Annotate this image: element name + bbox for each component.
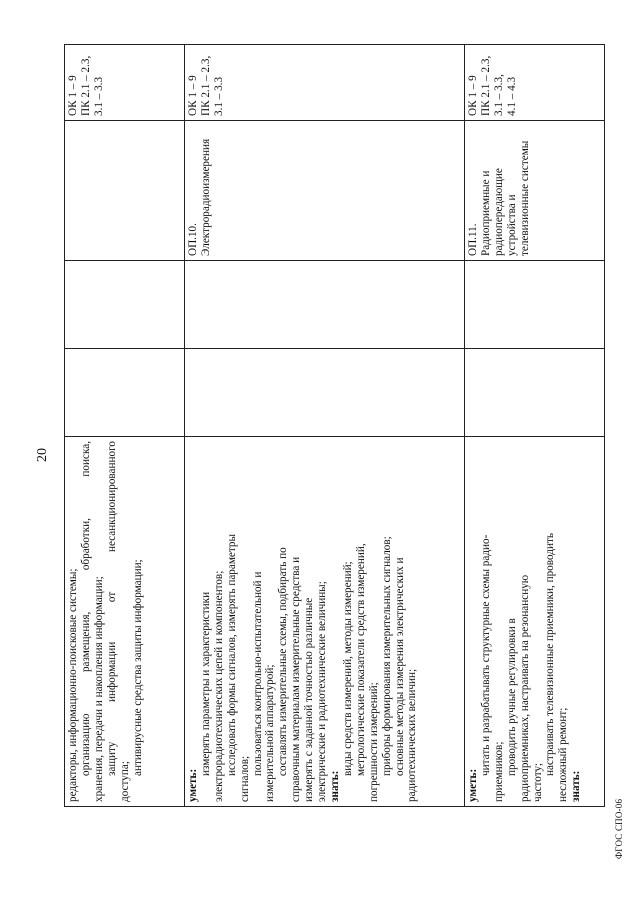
text-line: виды средств измерений, методы измерений; <box>341 561 354 776</box>
discipline-code: ОП.10. <box>187 223 199 256</box>
text-line: радиотехнических величин; <box>406 668 419 802</box>
competency-line: 3.1 – 3.3 <box>92 76 105 116</box>
skills-knowledge-cell <box>185 437 465 807</box>
text-line: частоту; <box>531 762 544 802</box>
text-line: настраивать телевизионные приемники, проводить <box>544 533 557 776</box>
competency-line: 3.1 – 3.3, <box>492 74 505 116</box>
text-line: электрические и радиотехнические величины; <box>316 581 329 802</box>
competency-line: 3.1 – 3.3 <box>212 76 225 116</box>
text-line: измерять параметры и характеристики <box>199 591 212 776</box>
text-line: антивирусные средства защиты информации; <box>131 559 144 776</box>
skills-heading: уметь: <box>187 768 199 802</box>
discipline-name: Радиоприемные и радиопередающие устройства и телевизионные системы <box>479 140 531 256</box>
text-line: радиоприемниках, настраивать на резонансную <box>518 574 531 802</box>
competency-cell <box>65 45 185 121</box>
text-line: читать и разрабатывать структурные схемы радио- <box>479 534 492 776</box>
table-row <box>185 45 465 807</box>
knowledge-cell <box>65 437 185 807</box>
knowledge-heading: знать: <box>328 770 341 802</box>
text-line: электрорадиотехнических цепей и компонентов; <box>212 570 225 802</box>
page-number: 20 <box>35 448 50 462</box>
text-line: проводить ручные регулировки в <box>505 618 518 776</box>
discipline-name: Электрорадиоизмерения <box>199 138 212 256</box>
text-line: пользоваться контрольно-испытательной и <box>251 571 264 776</box>
text-line: защиту информации от несанкционированного <box>105 441 118 776</box>
empty-cell <box>185 349 465 437</box>
competency-line: ОК 1 – 9 <box>67 75 79 116</box>
competency-line: ПК 2.1 – 2.3, <box>199 55 212 116</box>
competency-line: ПК 2.1 – 2.3, <box>79 55 92 116</box>
table-row <box>65 45 185 807</box>
text-line: измерять с заданной точностью различные <box>303 597 316 802</box>
text-line: основные методы измерения электрических и <box>393 557 406 776</box>
text-line: редакторы, информационно-поисковые системы; <box>67 568 79 802</box>
text-line: приемников; <box>492 741 505 802</box>
table-row <box>465 45 605 807</box>
competency-line: ПК 2.1 – 2.3, <box>479 55 492 116</box>
discipline-cell <box>65 121 185 261</box>
competency-line: 4.1 – 4.3 <box>505 76 518 116</box>
competency-line: ОК 1 – 9 <box>467 75 479 116</box>
knowledge-heading: знать: <box>570 770 583 802</box>
text-line: сигналов; <box>238 755 251 802</box>
empty-cell <box>465 349 605 437</box>
discipline-cell <box>185 121 465 261</box>
text-line: исследовать формы сигналов, измерять параметры <box>225 533 238 776</box>
empty-cell <box>465 261 605 349</box>
skills-heading: уметь: <box>467 768 479 802</box>
competency-cell <box>185 45 465 121</box>
standard-footer: ФГОС СПО-06 <box>614 798 624 859</box>
discipline-cell <box>465 121 605 261</box>
text-line: несложный ремонт; <box>557 707 570 802</box>
text-line: измерительной аппаратурой; <box>264 664 277 802</box>
text-line: приборы формирования измерительных сигналов; <box>380 536 393 776</box>
empty-cell <box>185 261 465 349</box>
text-line: справочным материалам измерительные средства и <box>290 556 303 802</box>
empty-cell <box>65 349 185 437</box>
skills-knowledge-cell <box>465 437 605 807</box>
discipline-code: ОП.11. <box>467 223 479 256</box>
empty-cell <box>65 261 185 349</box>
competency-cell <box>465 45 605 121</box>
competency-line: ОК 1 – 9 <box>187 75 199 116</box>
text-line: хранения, передачи и накопления информации; <box>92 576 105 802</box>
text-line: метрологические показатели средств измерений, <box>354 543 367 776</box>
text-line: погрешности измерений; <box>367 682 380 802</box>
text-line: составлять измерительные схемы, подбирать по <box>277 547 290 776</box>
text-line: доступа; <box>118 761 131 802</box>
competency-table <box>64 44 605 807</box>
text-line: организацию размещения, обработки, поиска, <box>79 441 92 776</box>
